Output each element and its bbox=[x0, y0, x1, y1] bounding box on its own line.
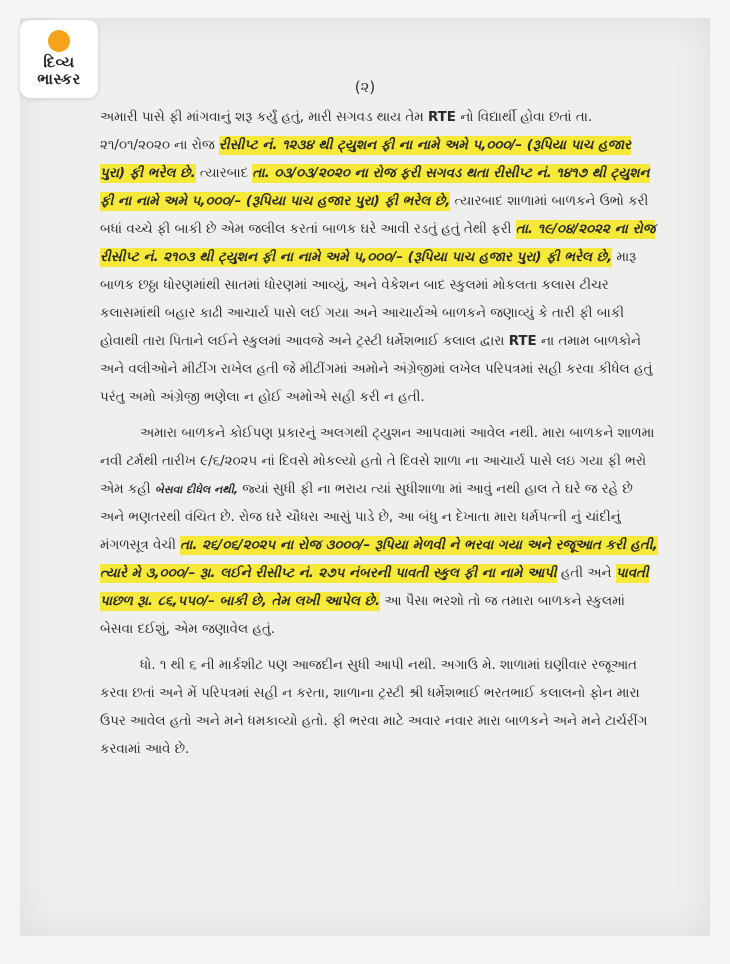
sun-icon bbox=[48, 30, 70, 52]
paragraph-3: ધો. ૧ થી ૬ ની માર્કશીટ પણ આજદીન સુધી આપી નથી. અગાઉ મે. શાળામાં ઘણીવાર રજૂઆત કરવા છતાં અને મેં પરિપત્રમાં સહી ન કરતા, શાળાના ટ્રસ્ટી શ્રી ધર્મેશભાઈ ભરતભાઈ કલાલનો ફોન મારા ઉપર આવેલ હતો અને મને ધમકાવ્યો હતો. ફી ભરવા માટે અવાર નવાર મારા બાળકને અને મને ટાર્ચરીંગ કરવામાં આવે છે. bbox=[100, 658, 648, 757]
paragraph-2: અમારા બાળકને કોઈપણ પ્રકારનું અલગથી ટ્યુશન આપવામાં આવેલ નથી. મારા બાળકને શાળમા નવી ટર્મથી તારીખ ૯/૬/૨૦૨૫ નાં દિવસે મોકલ્યો હતો તે દિવસે શાળા ના આચાર્ય પાસે લઇ ગયા ફી ભરો એમ કહી બેસવા દીધેલ નથી, જ્યાં સુધી ફી ના ભરાય ત્યાં સુધીશાળા માં આવું નથી હાલ તે ઘરે જ રહે છે અને ભણતરથી વંચિત છે. રોજ ઘરે ચૌધરા આસું પાડે છે, આ બંધુ ન દેખાતા મારા ધર્મપત્ની નું ચાંદીનું મંગળસૂત્ર વેચી તા. ૨૬/૦૬/૨૦૨૫ ના રોજ ૩૦૦૦/– રૂપિયા મેળવી ને ભરવા ગયા અને રજૂઆત કરી હતી, ત્યારે મે ૩,૦૦૦/– રૂા. લઈને રીસીપ્ટ નં. ૨૭૫ નંબરની પાવતી સ્કુલ ફી ના નામે આપી હતી અને પાવતી પાછળ રૂા. ૮૬,૫૫૦/– બાકી છે, તેમ લખી આપેલ છે. આ પૈસા ભરશો તો જ તમારા બાળકને સ્કુલમાં બેસવા દઈશું, એમ જણાવેલ હતું. bbox=[100, 426, 658, 637]
highlight-receipt-1417: તા. ૦૩/૦૩/૨૦૨૦ ના રોજ ફરી સગવડ થતા રીસીપ્ટ નં. ૧૪૧૭ થી ટ્યુશન ફી ના નામે અમે ૫,૦૦૦/– (રૂપિયા પાચ હજાર પુરા) ફી ભરેલ છે, bbox=[100, 166, 650, 209]
highlight-receipt-275: તા. ૨૬/૦૬/૨૦૨૫ ના રોજ ૩૦૦૦/– રૂપિયા મેળવી ને ભરવા ગયા અને રજૂઆત કરી હતી, ત્યારે મે ૩,૦૦૦/– રૂા. લઈને રીસીપ્ટ નં. ૨૭૫ નંબરની પાવતી સ્કુલ ફી ના નામે આપી bbox=[100, 538, 658, 581]
highlight-receipt-1234: રીસીપ્ટ નં. ૧૨૩૪ થી ટ્યુશન ફી ના નામે અમે ૫,૦૦૦/– (રૂપિયા પાચ હજાર પુરા) ફી ભરેલ છે. bbox=[100, 138, 631, 181]
logo-line-2: ભાસ્કર bbox=[37, 70, 81, 88]
highlight-balance-due: પાવતી પાછળ રૂા. ૮૬,૫૫૦/– બાકી છે, તેમ લખી આપેલ છે. bbox=[100, 566, 649, 609]
logo-line-1: દિવ્ય bbox=[43, 53, 75, 71]
paragraph-1: અમારી પાસે ફી માંગવાનું શરૂ કર્યું હતું, મારી સગવડ થાય તેમ RTE નો વિદ્યાર્થી હોવા છતાં તા. ૨૧/૦૧/૨૦૨૦ ના રોજ રીસીપ્ટ નં. ૧૨૩૪ થી ટ્યુશન ફી ના નામે અમે ૫,૦૦૦/– (રૂપિયા પાચ હજાર પુરા) ફી ભરેલ છે. ત્યારબાદ તા. ૦૩/૦૩/૨૦૨૦ ના રોજ ફરી સગવડ થતા રીસીપ્ટ નં. ૧૪૧૭ થી ટ્યુશન ફી ના નામે અમે ૫,૦૦૦/– (રૂપિયા પાચ હજાર પુરા) ફી ભરેલ છે, ત્યારબાદ શાળામાં બાળકને ઉભો કરી બધાં વચ્ચે ફી બાકી છે એમ જલીલ કરતાં બાળક ઘરે આવી રડતું હતું તેથી ફરી તા. ૧૯/૦૪/૨૦૨૨ ના રોજ રીસીપ્ટ નં. ૨૧૦૩ થી ટ્યુશન ફી ના નામે અમે ૫,૦૦૦/– (રૂપિયા પાચ હજાર પુરા) ફી ભરેલ છે, મારૂ બાળક છઠ્ઠા ધોરણમાંથી સાતમાં ધોરણમાં આવ્યું, અને વેકેશન બાદ સ્કુલમાં મોકલતા કલાસ ટીચર કલાસમાંથી બહાર કાઢી આચાર્ય પાસે લઈ ગયા અને આચાર્યએ બાળકને જણાવ્યું કે તારી ફી બાકી હોવાથી તારા પિતાને લઈને સ્કુલમાં આવજે અને ટ્રસ્ટી ધર્મેશભાઈ કલાલ દ્વારા RTE ના તમામ બાળકોને અને વલીઓને મીટીંગ રાખેલ હતી જે મીટીંગમાં અમોને અંગ્રેજીમાં લખેલ પરિપત્રમાં સહી કરવા કીધેલ હતું પરંતુ અમો અંગ્રેજી ભણેલા ન હોઈ અમોએ સહી કરી ન હતી. bbox=[100, 110, 656, 405]
letter-body bbox=[100, 104, 660, 764]
highlight-receipt-2103: તા. ૧૯/૦૪/૨૦૨૨ ના રોજ રીસીપ્ટ નં. ૨૧૦૩ થી ટ્યુશન ફી ના નામે અમે ૫,૦૦૦/– (રૂપિયા પાચ હજાર પુરા) ફી ભરેલ છે, bbox=[100, 222, 656, 265]
page-number: (૨) bbox=[354, 78, 376, 96]
